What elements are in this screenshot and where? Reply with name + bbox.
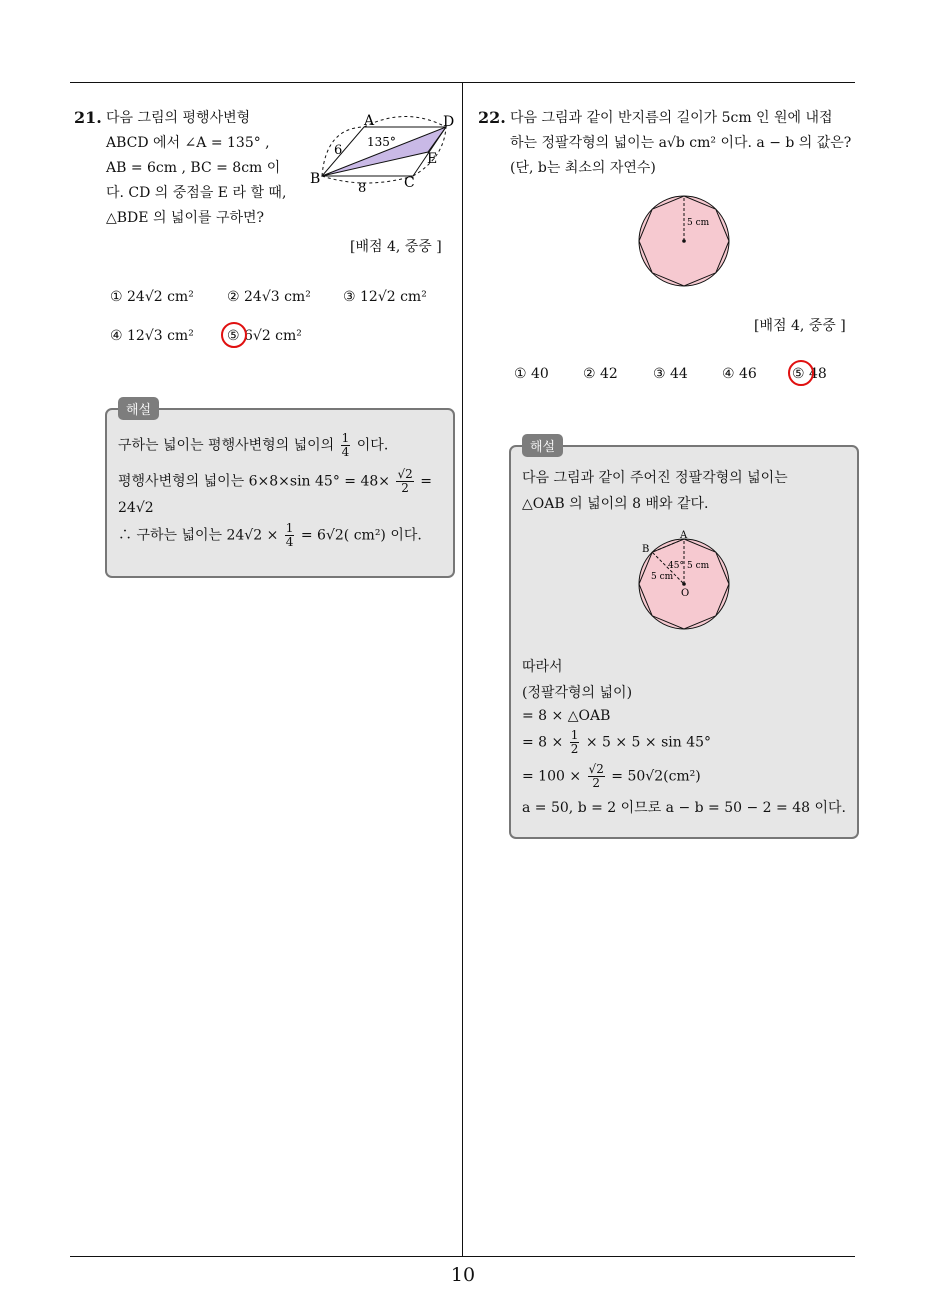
angle-label: 45° xyxy=(668,561,684,571)
question-line: (단, b는 최소의 자연수) xyxy=(510,160,656,176)
vertex-label-c: C xyxy=(404,175,415,191)
choice-4[interactable]: ④ 12√3 cm² xyxy=(110,328,194,344)
solution-line-1: 다음 그림과 같이 주어진 정팔각형의 넓이는 xyxy=(522,470,788,486)
solution-line-3: 24√2 xyxy=(118,500,154,516)
choice-2[interactable]: ② 42 xyxy=(583,366,618,382)
question-line: 다음 그림과 같이 반지름의 길이가 5cm 인 원에 내접 xyxy=(510,110,833,126)
choice-1[interactable]: ① 40 xyxy=(514,366,549,382)
question-line: △BDE 의 넓이를 구하면? xyxy=(106,210,265,226)
column-divider xyxy=(462,82,463,1257)
vertex-label-d: D xyxy=(443,114,455,130)
solution-line-7: = 100 × $\frac{√2}{2}$ = 50√2(cm²) xyxy=(522,762,701,790)
solution-line-5: = 8 × △OAB xyxy=(522,708,611,724)
choice-3[interactable]: ③ 44 xyxy=(653,366,688,382)
solution-tag: 해설 xyxy=(522,434,563,457)
score-label: [배점 4, 중중 ] xyxy=(754,318,846,334)
solution-line-2: △OAB 의 넓이의 8 배와 같다. xyxy=(522,496,709,512)
solution-line-2: 평행사변형의 넓이는 6×8×sin 45° = 48× $\frac{√2}{2}$ = xyxy=(118,467,432,495)
fraction: $\frac{√2}{2}$ xyxy=(588,762,604,790)
page-number: 10 xyxy=(450,1264,476,1286)
choice-5[interactable]: ⑤ 6√2 cm² xyxy=(227,328,302,344)
question-number: 22. xyxy=(478,108,506,127)
fraction: $\frac{1}{2}$ xyxy=(570,728,579,756)
point-label-a: A xyxy=(680,530,688,541)
bottom-rule xyxy=(70,1256,855,1257)
choice-5[interactable]: ⑤ 48 xyxy=(792,366,827,382)
choice-2[interactable]: ② 24√3 cm² xyxy=(227,289,311,305)
radius-label-ob: 5 cm xyxy=(651,572,674,582)
answer-circle-mark xyxy=(788,360,814,386)
solution-line-4: (정팔각형의 넓이) xyxy=(522,685,633,701)
fraction: $\frac{√2}{2}$ xyxy=(397,467,413,495)
question-line: 다. CD 의 중점을 E 라 할 때, xyxy=(106,185,287,201)
side-label-bc: 8 xyxy=(358,181,367,196)
radius-label-oa: 5 cm xyxy=(687,561,710,571)
solution-line-1: 구하는 넓이는 평행사변형의 넓이의 $\frac{1}{4}$ 이다. xyxy=(118,431,389,459)
question-text xyxy=(106,106,306,231)
choice-3[interactable]: ③ 12√2 cm² xyxy=(343,289,427,305)
vertex-label-a: A xyxy=(364,113,375,129)
radius-label: 5 cm xyxy=(687,218,710,228)
question-line: AB = 6cm , BC = 8cm 이 xyxy=(106,160,281,176)
question-text xyxy=(510,106,851,181)
octagon-triangle-figure xyxy=(636,530,732,632)
solution-line-4: ∴ 구하는 넓이는 24√2 × $\frac{1}{4}$ = 6√2( cm²) 이다. xyxy=(118,521,422,549)
angle-label: 135° xyxy=(367,135,396,149)
solution-line-6: = 8 × $\frac{1}{2}$ × 5 × 5 × sin 45° xyxy=(522,728,712,756)
solution-line-8: a = 50, b = 2 이므로 a − b = 50 − 2 = 48 이다. xyxy=(522,800,846,816)
octagon-figure xyxy=(636,193,732,289)
answer-circle-mark xyxy=(221,322,247,348)
solution-line-3: 따라서 xyxy=(522,659,563,675)
side-label-ab: 6 xyxy=(334,143,343,158)
fraction: $\frac{1}{4}$ xyxy=(341,431,350,459)
point-label-o: O xyxy=(681,588,690,599)
score-label: [배점 4, 중중 ] xyxy=(350,239,442,255)
question-line: ABCD 에서 ∠A = 135° , xyxy=(106,135,270,151)
fraction: $\frac{1}{4}$ xyxy=(285,521,294,549)
question-number: 21. xyxy=(74,108,102,127)
point-label-b: B xyxy=(642,544,650,555)
choice-1[interactable]: ① 24√2 cm² xyxy=(110,289,194,305)
question-line: 다음 그림의 평행사변형 xyxy=(106,110,251,126)
vertex-label-b: B xyxy=(310,171,321,187)
choice-4[interactable]: ④ 46 xyxy=(722,366,757,382)
question-line: 하는 정팔각형의 넓이는 a√b cm² 이다. a − b 의 값은? xyxy=(510,135,852,151)
parallelogram-figure xyxy=(306,108,461,196)
vertex-label-e: E xyxy=(427,151,438,167)
solution-tag: 해설 xyxy=(118,397,159,420)
